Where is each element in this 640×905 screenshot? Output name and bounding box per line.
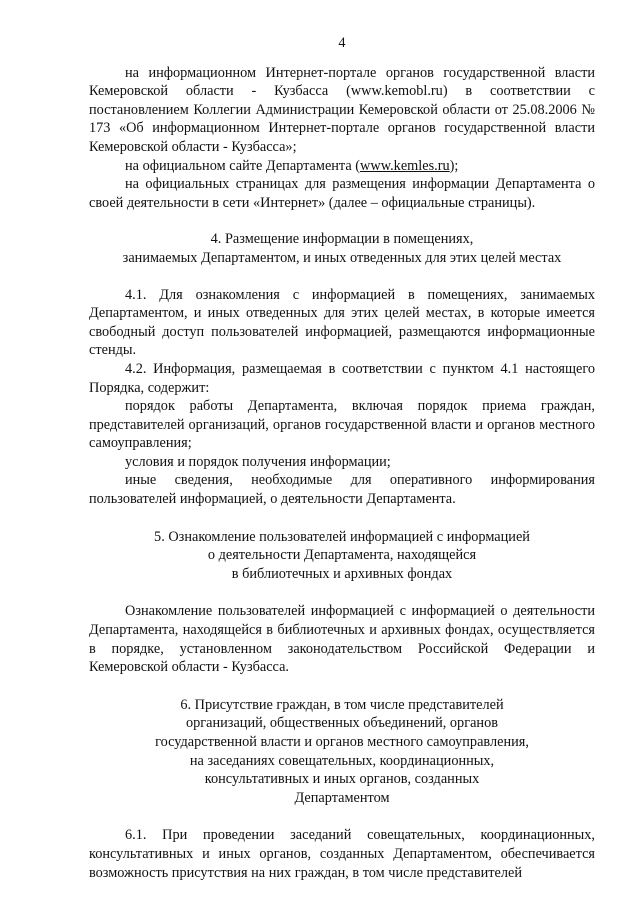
section-6-paragraph: 6.1. При проведении заседаний совещательных, координационных, консультативных и иных органов, созданных Департаментом, обеспечивается возможность присутствия на них граждан, в том числе представителей	[89, 827, 595, 881]
kemles-link[interactable]: www.kemles.ru	[360, 157, 450, 174]
section-4-paragraph: условия и порядок получения информации;	[125, 453, 391, 470]
section-4-heading-line-2: занимаемых Департаментом, и иных отведенных для этих целей местах	[122, 249, 562, 266]
section-6-heading-line-2: организаций, общественных объединений, органов	[186, 715, 498, 732]
section-4-heading-line-1: 4. Размещение информации в помещениях,	[210, 231, 474, 248]
section-4-paragraph: иные сведения, необходимые для оперативного информирования пользователей информацией, о деятельности Департамента.	[89, 472, 595, 508]
section-5-heading-line-1: 5. Ознакомление пользователей информацией с информацией	[154, 528, 530, 545]
intro-site-text-after: );	[449, 157, 459, 174]
section-6-heading-line-4: на заседаниях совещательных, координационных,	[189, 752, 495, 769]
section-6-heading-line-1: 6. Присутствие граждан, в том числе представителей	[180, 696, 504, 713]
intro-paragraph-pages: на официальных страницах для размещения информации Департамента о своей деятельности в сети «Интернет» (далее – официальные страницы).	[89, 176, 595, 211]
section-5-heading-line-3: в библиотечных и архивных фондах	[231, 565, 453, 582]
section-6-heading-line-3: государственной власти и органов местного самоуправления,	[155, 734, 529, 750]
section-4-paragraph: 4.1. Для ознакомления с информацией в помещениях, занимаемых Департаментом, и иных отведенных для этих целей местах, в которые имеется свободный доступ пользователей информацией, размещаются информационные стенды.	[89, 286, 595, 359]
intro-paragraph-site	[89, 157, 595, 176]
section-5-paragraph: Ознакомление пользователей информацией с информацией о деятельности Департамента, находящейся в библиотечных и архивных фондах, осуществляется в порядке, установленном законодательством Российской Федерации и Кемеровской области - Кузбасса.	[89, 603, 595, 676]
page-number: 4	[338, 35, 346, 51]
section-6-heading-line-5: консультативных и иных органов, созданных	[204, 771, 480, 788]
document-page	[89, 34, 595, 882]
intro-site-text-before: на официальном сайте Департамента (	[125, 157, 361, 174]
section-6-heading-line-6: Департаментом	[294, 789, 390, 806]
section-4-paragraph: 4.2. Информация, размещаемая в соответствии с пунктом 4.1 настоящего Порядка, содержит:	[89, 360, 595, 396]
section-4-paragraph: порядок работы Департамента, включая порядок приема граждан, представителей организаций, органов государственной власти и органов местного самоуправления;	[89, 398, 595, 452]
intro-paragraph-portal: на информационном Интернет-портале органов государственной власти Кемеровской области - Кузбасса (www.kemobl.ru) в соответствии с постановлением Коллегии Администрации Кемеровской области от 25.08.2006 № 173 «Об информационном Интернет-портале органов государственной власти Кемеровской области - Кузбасса»;	[89, 64, 595, 155]
section-5-heading-line-2: о деятельности Департамента, находящейся	[207, 547, 477, 564]
